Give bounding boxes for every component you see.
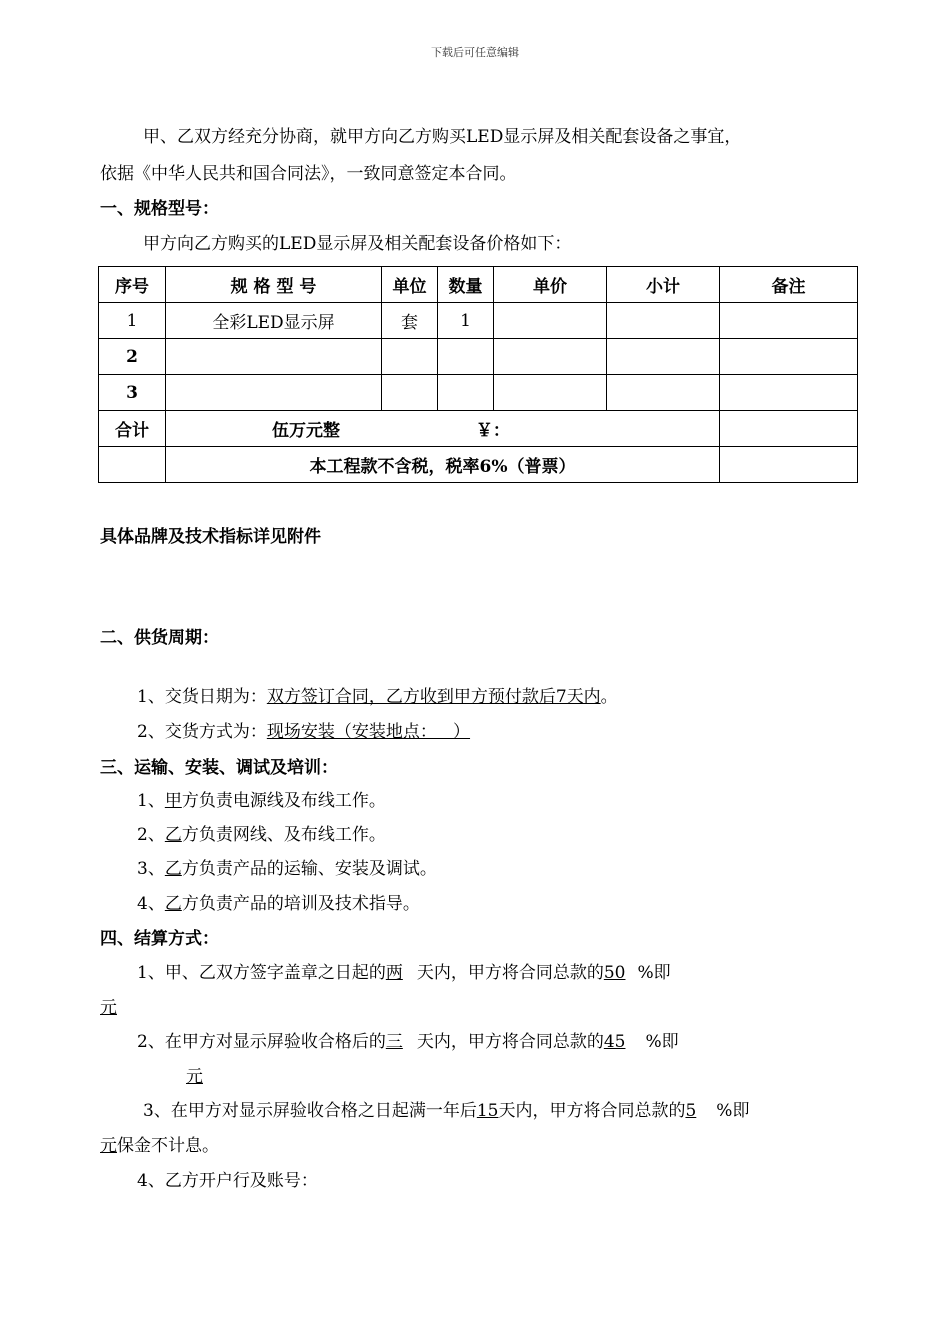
list-item — [137, 824, 386, 846]
table-cell — [166, 375, 382, 411]
total-amount: 伍万元整 — [272, 421, 340, 441]
header-cell: 单位 — [382, 267, 438, 303]
payment-text: 天内，甲方将合同总款的 — [416, 1032, 604, 1052]
payment-text: 天内，甲方将合同总款的 — [498, 1101, 686, 1121]
table-row — [99, 375, 858, 411]
spec-table — [98, 266, 858, 483]
table-cell — [166, 339, 382, 375]
header-cell: 备注 — [720, 267, 858, 303]
table-total-row — [99, 411, 858, 447]
page-header: 下载后可任意编辑 — [431, 46, 519, 59]
delivery-method-line — [137, 721, 470, 743]
table-header-row — [99, 267, 858, 303]
table-cell — [720, 339, 858, 375]
item-text: 方负责产品的培训及技术指导。 — [181, 894, 420, 914]
table-cell — [494, 303, 607, 339]
table-cell — [382, 339, 438, 375]
table-cell — [494, 339, 607, 375]
total-amount-cell — [166, 411, 720, 447]
item-party: 乙 — [164, 825, 182, 845]
tax-note: 本工程款不含税，税率6%（普票） — [166, 447, 720, 483]
table-cell: 全彩LED显示屏 — [166, 303, 382, 339]
table-tax-row — [99, 447, 858, 483]
table-cell — [720, 303, 858, 339]
table-cell: 2 — [99, 339, 166, 375]
table-cell: 1 — [438, 303, 494, 339]
table-cell — [494, 375, 607, 411]
item-party: 乙 — [164, 894, 182, 914]
payment-text: %即 — [637, 963, 671, 983]
payment-percent: 5 — [685, 1101, 697, 1121]
list-item — [137, 858, 437, 880]
table-row — [99, 303, 858, 339]
payment-unit: 元 — [186, 1067, 203, 1087]
brand-note: 具体品牌及技术指标详见附件 — [100, 527, 321, 547]
total-currency: ￥： — [475, 421, 510, 441]
table-cell — [607, 303, 720, 339]
section-1-desc: 甲方向乙方购买的LED显示屏及相关配套设备价格如下： — [143, 234, 572, 254]
item-number: 4、 — [137, 894, 165, 914]
payment-days: 15 — [476, 1101, 499, 1121]
payment-text: %即 — [716, 1101, 750, 1121]
payment-unit: 元 — [100, 998, 117, 1018]
payment-days: 两 — [385, 963, 403, 983]
table-cell — [720, 411, 858, 447]
section-3-title: 三、运输、安装、调试及培训： — [100, 758, 338, 778]
item-party: 乙 — [164, 859, 182, 879]
item-number: 1、 — [137, 791, 165, 811]
table-cell: 套 — [382, 303, 438, 339]
intro-line-1: 甲、乙双方经充分协商，就甲方向乙方购买LED显示屏及相关配套设备之事宜， — [143, 127, 742, 147]
table-cell — [720, 375, 858, 411]
payment-text: %即 — [645, 1032, 679, 1052]
section-4-title: 四、结算方式： — [100, 929, 219, 949]
table-cell — [607, 339, 720, 375]
payment-line-4: 4、乙方开户行及账号： — [137, 1171, 318, 1191]
table-cell — [382, 375, 438, 411]
payment-unit: 元 — [100, 1136, 117, 1156]
payment-text: 1、甲、乙双方签字盖章之日起的 — [137, 963, 386, 983]
delivery-date-suffix: 。 — [600, 687, 618, 707]
header-cell: 序号 — [99, 267, 166, 303]
payment-percent: 45 — [603, 1032, 626, 1052]
table-row — [99, 339, 858, 375]
payment-line-3-cont — [100, 1135, 219, 1157]
payment-text: 保金不计息。 — [117, 1136, 219, 1156]
list-item — [137, 790, 386, 812]
payment-line-1 — [137, 962, 671, 984]
payment-text: 3、在甲方对显示屏验收合格之日起满一年后 — [143, 1101, 477, 1121]
delivery-method-value: 现场安装（安装地点： ） — [266, 722, 471, 742]
item-text: 方负责电源线及布线工作。 — [181, 791, 386, 811]
header-cell: 小计 — [607, 267, 720, 303]
section-2-title: 二、供货周期： — [100, 628, 219, 648]
item-number: 3、 — [137, 859, 165, 879]
table-cell — [438, 375, 494, 411]
list-item — [137, 893, 420, 915]
table-cell — [438, 339, 494, 375]
item-text: 方负责网线、及布线工作。 — [181, 825, 386, 845]
payment-line-3 — [143, 1100, 749, 1122]
payment-text: 2、在甲方对显示屏验收合格后的 — [137, 1032, 386, 1052]
total-label: 合计 — [99, 411, 166, 447]
delivery-method-label: 2、交货方式为： — [137, 722, 267, 742]
payment-text: 天内，甲方将合同总款的 — [416, 963, 604, 983]
delivery-date-line — [137, 686, 618, 708]
table-cell — [720, 447, 858, 483]
header-cell: 规 格 型 号 — [166, 267, 382, 303]
intro-line-2: 依据《中华人民共和国合同法》，一致同意签定本合同。 — [100, 164, 517, 184]
section-1-title: 一、规格型号： — [100, 199, 219, 219]
table-cell: 1 — [99, 303, 166, 339]
table-cell — [607, 375, 720, 411]
item-number: 2、 — [137, 825, 165, 845]
payment-percent: 50 — [603, 963, 626, 983]
table-cell — [99, 447, 166, 483]
header-cell: 单价 — [494, 267, 607, 303]
payment-days: 三 — [385, 1032, 403, 1052]
table-cell: 3 — [99, 375, 166, 411]
item-party: 甲 — [164, 791, 182, 811]
delivery-date-value: 双方签订合同，乙方收到甲方预付款后7天内 — [266, 687, 601, 707]
header-cell: 数量 — [438, 267, 494, 303]
payment-line-2 — [137, 1031, 679, 1053]
delivery-date-label: 1、交货日期为： — [137, 687, 267, 707]
item-text: 方负责产品的运输、安装及调试。 — [181, 859, 437, 879]
